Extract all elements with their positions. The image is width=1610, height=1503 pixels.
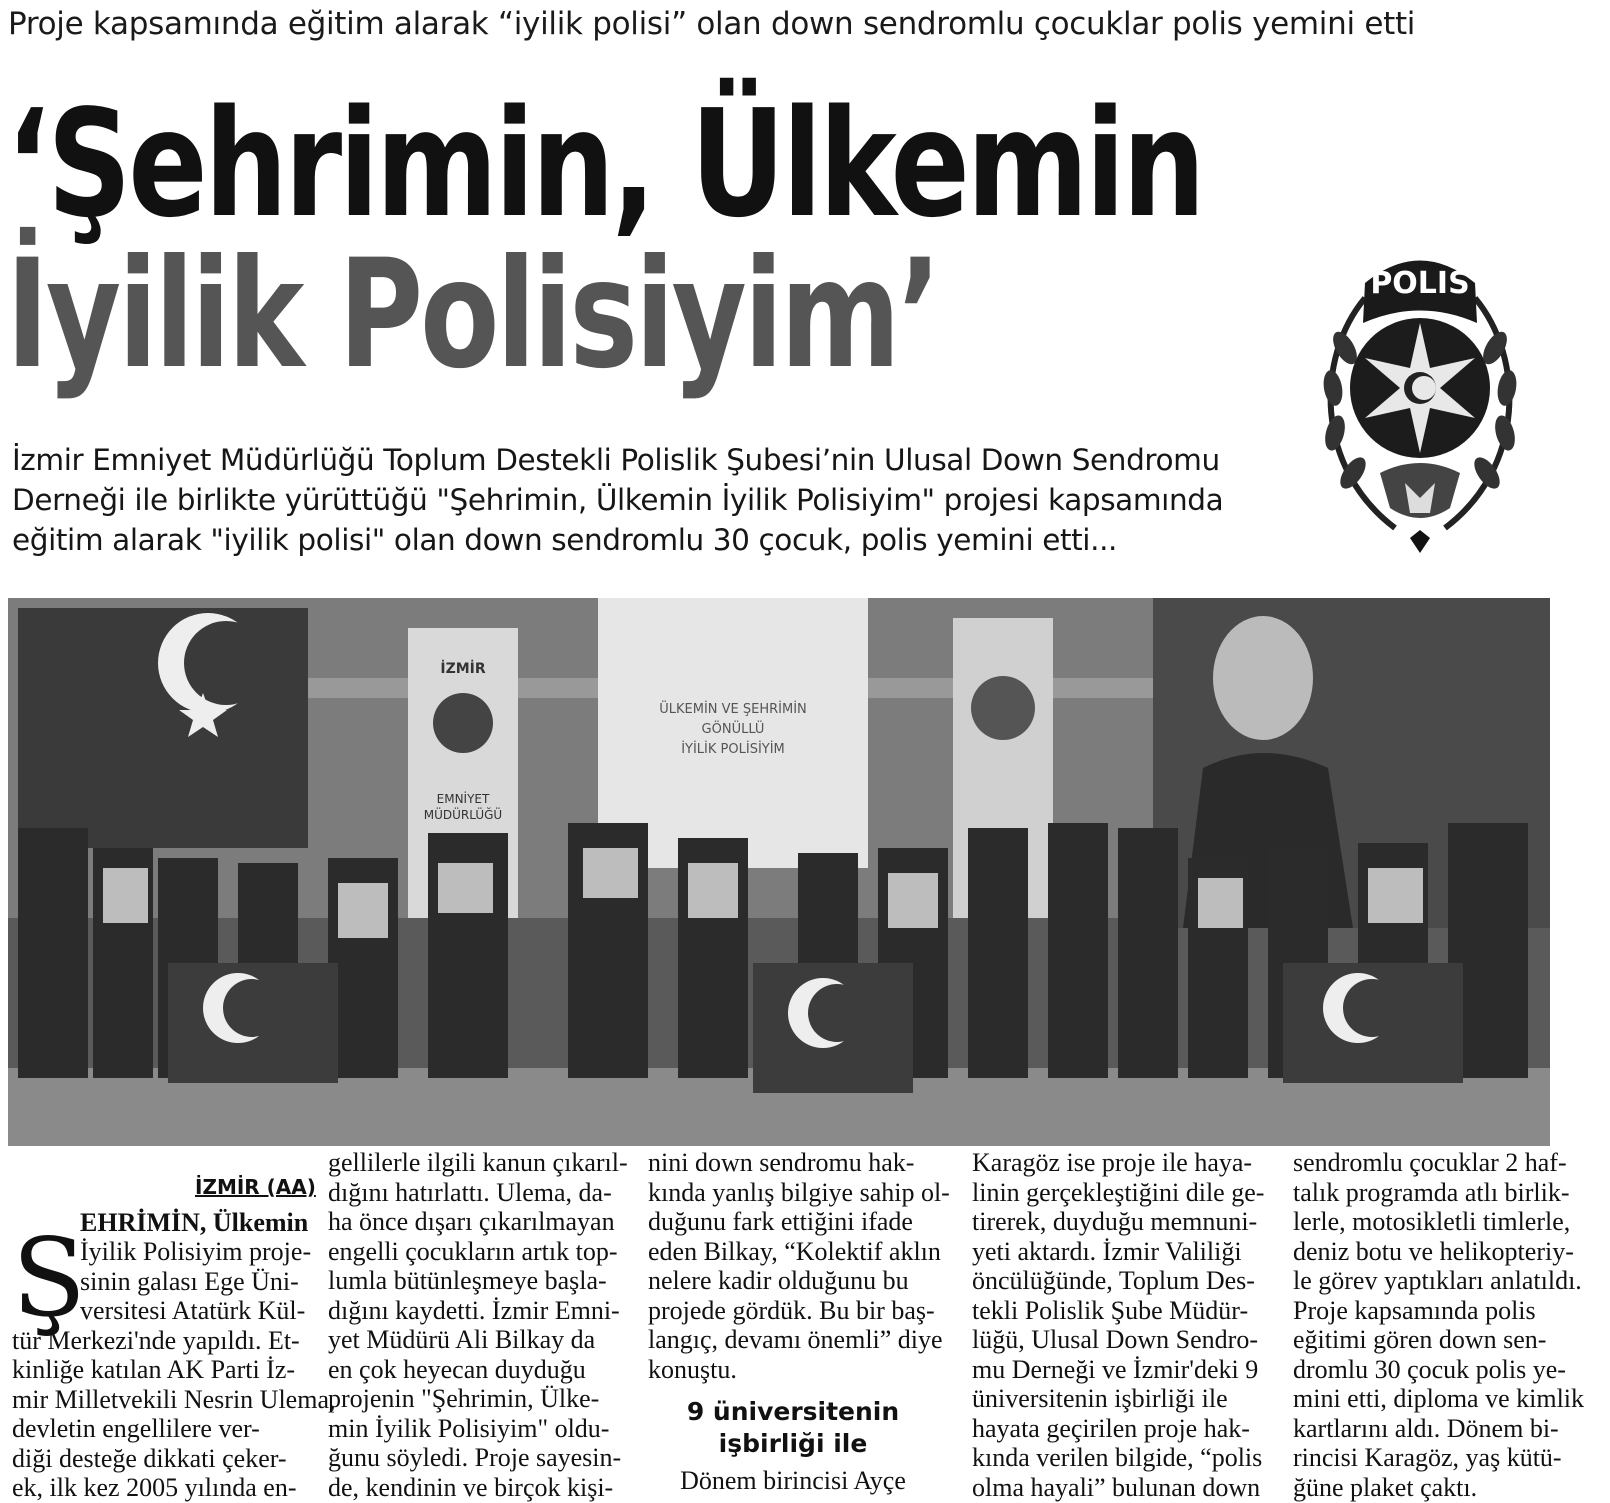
text-line: devletin engellilere ver- (12, 1414, 260, 1443)
text-line: diği desteğe dikkati çeker- (12, 1443, 287, 1473)
deck-line: eğitim alarak "iyilik polisi" olan down sendromlu 30 çocuk, polis yemini etti... (12, 523, 1118, 557)
text-line: dığını hatırlattı. Ulema, da- (328, 1177, 612, 1207)
text-line: deniz botu ve helikopteriy- (1293, 1236, 1574, 1266)
text-line: kında yanlış bilgiye sahip ol- (648, 1177, 950, 1207)
text-line: projede gördük. Bu bir baş- (648, 1295, 935, 1325)
text-line: nelere kadir olduğunu bu (648, 1266, 909, 1295)
text-line: mir Milletvekili Nesrin Ulema, (12, 1384, 336, 1414)
text-line: tür Merkezi'nde yapıldı. Et- (12, 1325, 300, 1355)
text-line: tekli Polislik Şube Müdür- (972, 1295, 1249, 1325)
deck-line: Derneği ile birlikte yürüttüğü "Şehrimin, Ülkemin İyilik Polisiyim" projesi kapsamında (12, 483, 1224, 517)
article-column-5 (1293, 1148, 1583, 1502)
text-line: lüğü, Ulusal Down Sendro- (972, 1325, 1258, 1354)
text-line: ek, ilk kez 2005 yılında en- (12, 1473, 297, 1502)
text-line: Karagöz ise proje ile haya- (972, 1148, 1253, 1177)
banner-left-line: EMNİYET (436, 792, 490, 806)
text-line: eğitimi gören down sen- (1293, 1325, 1547, 1354)
text-line: mu Derneği ve İzmir'deki 9 (972, 1354, 1259, 1384)
text-line: EHRİMİN, Ülkemin (80, 1207, 309, 1237)
headline-line-1: ‘Şehrimin, Ülkemin (6, 78, 1203, 250)
ceremony-photo (8, 598, 1550, 1146)
text-line: dromlu 30 çocuk polis ye- (1293, 1354, 1566, 1384)
text-line: langıç, devamı önemli” diye (648, 1325, 943, 1354)
text-line: le görev yaptıkları anlatıldı. (1293, 1266, 1582, 1295)
text-line: yet Müdürü Ali Bilkay da (328, 1325, 596, 1354)
article-column-4 (972, 1148, 1265, 1502)
article-column-2 (328, 1148, 628, 1502)
article-column-3 (648, 1148, 950, 1496)
text-line: hayata geçirilen proje hak- (972, 1413, 1250, 1443)
text-line: rincisi Karagöz, yaş kütü- (1293, 1443, 1562, 1472)
text-line: eden Bilkay, “Kolektif aklın (648, 1236, 941, 1266)
text-line: öncülüğünde, Toplum Des- (972, 1266, 1255, 1295)
banner-center-line: GÖNÜLLÜ (701, 722, 765, 737)
text-line: İyilik Polisiyim proje- (80, 1237, 312, 1266)
dropcap: Ş (12, 1216, 86, 1341)
text-line: versitesi Atatürk Kül- (80, 1296, 306, 1325)
banner-left-line: İZMİR (440, 661, 486, 677)
text-line: mini etti, diploma ve kimlik (1293, 1384, 1585, 1413)
headline-line-2: İyilik Polisiyim’ (6, 228, 939, 402)
kicker: Proje kapsamında eğitim alarak “iyilik polisi” olan down sendromlu çocuklar polis yemini etti (8, 6, 1416, 42)
text-line: engelli çocukların artık top- (328, 1236, 618, 1266)
text-line: linin gerçekleştiğini dile ge- (972, 1177, 1265, 1207)
text-line: sendromlu çocuklar 2 haf- (1293, 1148, 1567, 1177)
article-column-1 (12, 1178, 336, 1503)
text-line: kinliğe katılan AK Parti İz- (12, 1355, 296, 1384)
text-line: üniversitenin işbirliği ile (972, 1384, 1228, 1413)
text-line: nini down sendromu hak- (648, 1148, 915, 1177)
text-line: yeti aktardı. İzmir Valiliği (972, 1236, 1242, 1266)
text-line: ğüne plaket çaktı. (1293, 1472, 1478, 1502)
dateline: İZMİR (AA) (195, 1175, 316, 1199)
text-line: en çok heyecan duyduğu (328, 1354, 586, 1384)
text-line: Proje kapsamında polis (1293, 1295, 1536, 1325)
text-line: gellilerle ilgili kanun çıkarıl- (328, 1148, 628, 1177)
text-line: duğunu fark ettiğini ifade (648, 1207, 913, 1236)
banner-center-line: İYİLİK POLİSİYİM (681, 742, 785, 757)
text-line: kında verilen bilgide, “polis (972, 1443, 1263, 1472)
text-line: ğunu söyledi. Proje sayesin- (328, 1443, 622, 1472)
text-line: olma hayali” bulunan down (972, 1472, 1261, 1502)
text-line: sinin galası Ege Üni- (80, 1266, 299, 1296)
text-line: dığını kaydetti. İzmir Emni- (328, 1295, 620, 1325)
text-line: konuştu. (648, 1354, 737, 1384)
text-line: talık programda atlı birlik- (1293, 1177, 1570, 1207)
text-line: min İyilik Polisiyim" oldu- (328, 1413, 610, 1443)
subheading: 9 üniversitenin (686, 1397, 900, 1426)
text-line: tirerek, duyduğu memnuni- (972, 1207, 1258, 1236)
text-line: ha önce dışarı çıkarılmayan (328, 1207, 615, 1236)
text-line: lerle, motosikletli timlerle, (1293, 1207, 1571, 1236)
text-line: lumla bütünleşmeye başla- (328, 1266, 607, 1295)
text-line: Dönem birincisi Ayçe (680, 1466, 906, 1495)
deck (12, 440, 1322, 560)
text-line: kartlarını aldı. Dönem bi- (1293, 1413, 1559, 1443)
banner-center-line: ÜLKEMİN VE ŞEHRİMİN (659, 702, 807, 717)
banner-left-line: MÜDÜRLÜĞÜ (423, 808, 503, 822)
text-line: projenin "Şehrimin, Ülke- (328, 1384, 600, 1413)
badge-text: POLIS (1370, 266, 1470, 301)
deck-line: İzmir Emniyet Müdürlüğü Toplum Destekli Polislik Şubesi’nin Ulusal Down Sendromu (12, 443, 1220, 477)
subheading: işbirliği ile (718, 1429, 868, 1458)
police-emblem-icon (1305, 238, 1535, 568)
text-line: de, kendinin ve birçok kişi- (328, 1472, 614, 1502)
